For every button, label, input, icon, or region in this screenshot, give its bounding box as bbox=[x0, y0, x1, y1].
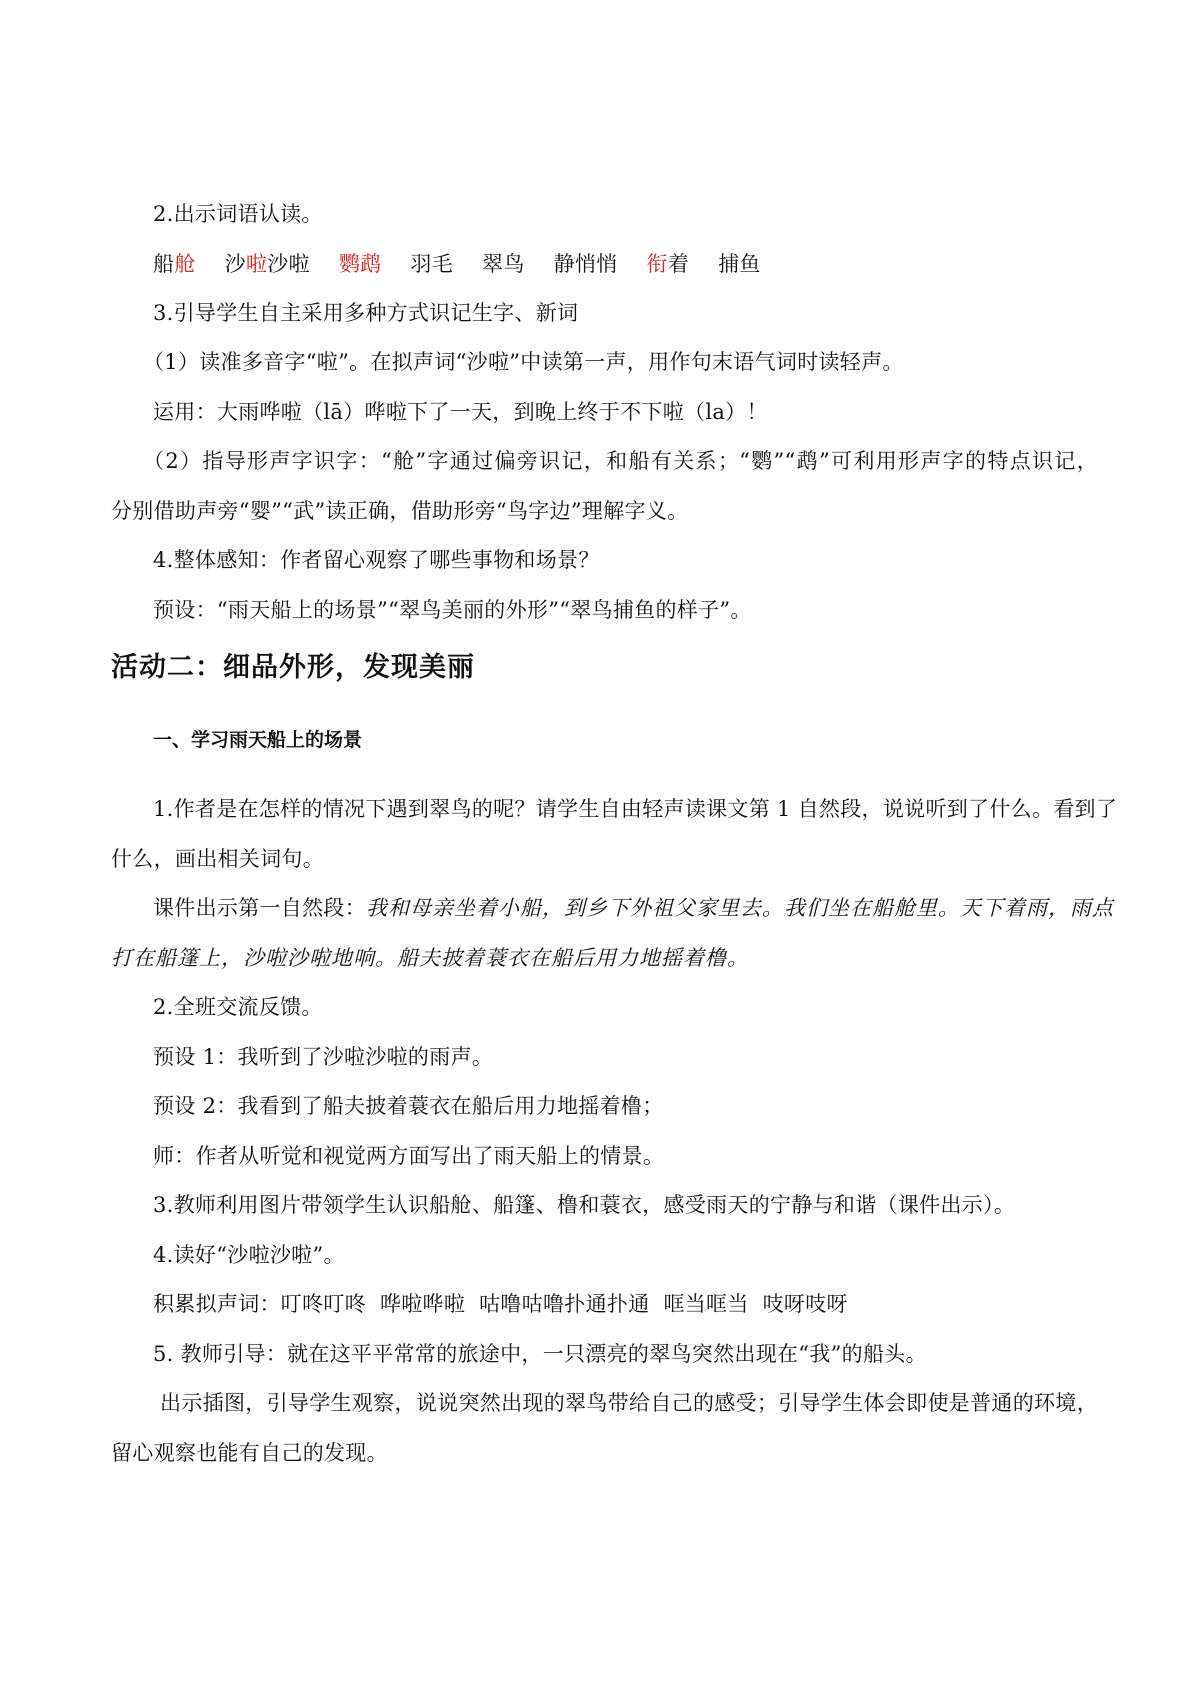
question-line-1: 1.作者是在怎样的情况下遇到翠鸟的呢？请学生自由轻声读课文第 1 自然段，说说听到了什么。看到了 bbox=[153, 797, 1118, 821]
word-xianzhe: 衔着 bbox=[646, 252, 690, 276]
word-shalashala: 沙啦沙啦 bbox=[224, 252, 310, 276]
courseware-excerpt-line-1 bbox=[153, 894, 1114, 922]
polyphonic-note: （1）读准多音字“啦”。在拟声词“沙啦”中读第一声，用作句末语气词时读轻声。 bbox=[143, 350, 904, 374]
preset-1: 预设 1：我听到了沙啦沙啦的雨声。 bbox=[153, 1045, 494, 1069]
step-5-guide: 5. 教师引导：就在这平平常常的旅途中，一只漂亮的翠鸟突然出现在“我”的船头。 bbox=[153, 1342, 927, 1366]
highlight-character: 舱 bbox=[174, 252, 196, 276]
excerpt-text: 我和母亲坐着小船，到乡下外祖父家里去。我们坐在船舱里。天下着雨，雨点 bbox=[366, 896, 1114, 920]
step-3-title: 3.引导学生自主采用多种方式识记生字、新词 bbox=[153, 301, 579, 325]
teacher-summary: 师：作者从听觉和视觉两方面写出了雨天船上的情景。 bbox=[153, 1144, 665, 1168]
preset-answer: 预设：“雨天船上的场景”“翠鸟美丽的外形”“翠鸟捕鱼的样子”。 bbox=[153, 598, 752, 622]
step-3-images: 3.教师利用图片带领学生认识船舱、船篷、橹和蓑衣，感受雨天的宁静与和谐（课件出示）。 bbox=[153, 1193, 1016, 1217]
section-1-subheading: 一、学习雨天船上的场景 bbox=[153, 729, 363, 751]
word-yingwu: 鹦鹉 bbox=[338, 252, 382, 276]
activity-2-heading: 活动二：细品外形，发现美丽 bbox=[111, 652, 475, 683]
word-buyu: 捕鱼 bbox=[718, 252, 761, 276]
courseware-excerpt-line-2: 打在船篷上，沙啦沙啦地响。船夫披着蓑衣在船后用力地摇着橹。 bbox=[111, 946, 749, 970]
highlight-character: 衔 bbox=[646, 252, 668, 276]
onomatopoeia-list: 积累拟声词：叮咚叮咚 哗啦哗啦 咕噜咕噜扑通扑通 哐当哐当 吱呀吱呀 bbox=[153, 1292, 848, 1316]
preset-2: 预设 2：我看到了船夫披着蓑衣在船后用力地摇着橹； bbox=[153, 1094, 664, 1118]
step-4-read: 4.读好“沙啦沙啦”。 bbox=[153, 1243, 345, 1267]
phonetic-guide-line-2: 分别借助声旁“婴”“武”读正确，借助形旁“鸟字边”理解字义。 bbox=[111, 499, 689, 523]
word-cuiniao: 翠鸟 bbox=[482, 252, 525, 276]
question-line-2: 什么，画出相关词句。 bbox=[111, 847, 324, 871]
word-yumao: 羽毛 bbox=[410, 252, 454, 276]
illustration-line-2: 留心观察也能有自己的发现。 bbox=[111, 1441, 388, 1465]
courseware-label: 课件出示第一自然段： bbox=[153, 896, 366, 920]
step-2-feedback: 2.全班交流反馈。 bbox=[153, 995, 323, 1019]
usage-example: 运用：大雨哗啦（lā）哗啦下了一天，到晚上终于不下啦（la）！ bbox=[153, 400, 768, 424]
word-jingqiaoqiao: 静悄悄 bbox=[553, 252, 618, 276]
illustration-line-1: 出示插图，引导学生观察，说说突然出现的翠鸟带给自己的感受；引导学生体会即使是普通的环境， bbox=[160, 1391, 1098, 1415]
phonetic-guide-line-1: （2）指导形声字识字：“舱”字通过偏旁识记，和船有关系；“鹦”“鹉”可利用形声字的特点识记， bbox=[143, 449, 1098, 473]
step-2-title: 2.出示词语认读。 bbox=[153, 202, 323, 226]
step-4-title: 4.整体感知：作者留心观察了哪些事物和场景？ bbox=[153, 548, 600, 572]
highlight-character: 啦 bbox=[245, 252, 268, 276]
vocabulary-row bbox=[153, 250, 761, 278]
word-chuancang: 船舱 bbox=[153, 252, 196, 276]
